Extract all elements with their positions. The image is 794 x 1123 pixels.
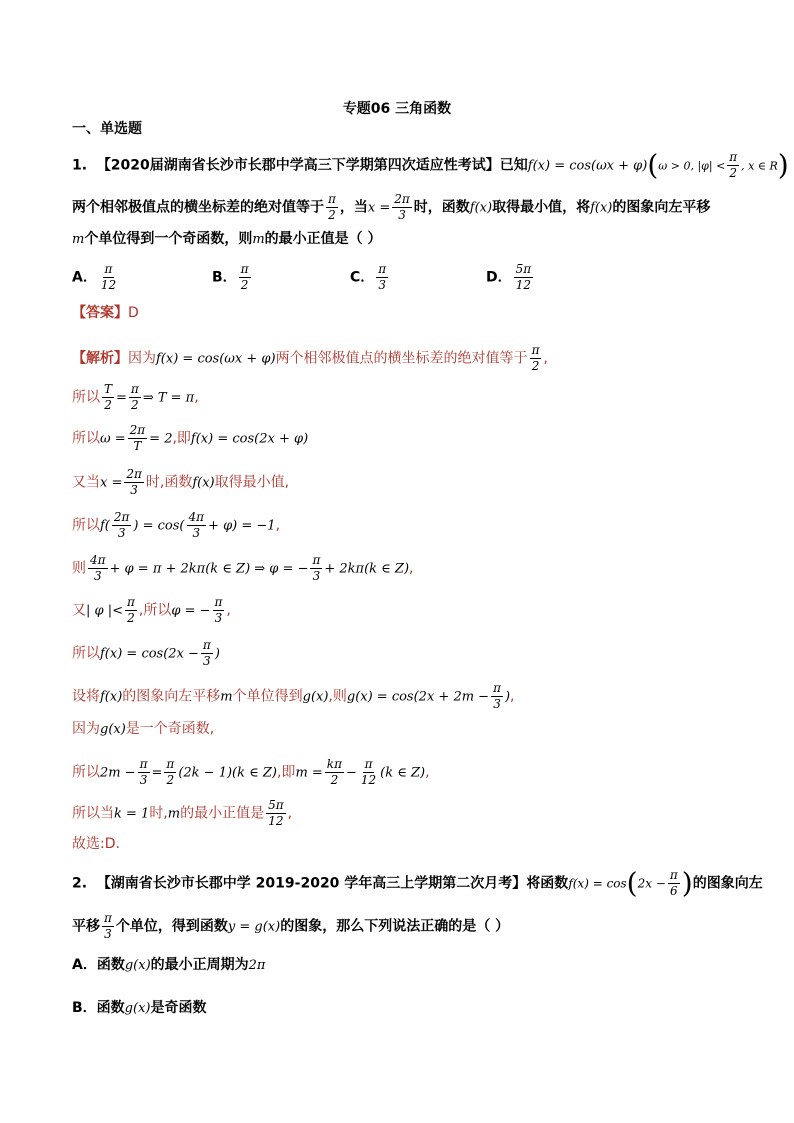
section-heading: 一、单选题 (72, 121, 142, 137)
q2-stem-line2: 平移 $\frac{\pi}{3}$ 个单位，得到函数y = g(x)的图象，那么下列说法正确的是（ ） (72, 911, 510, 941)
q1-analysis-line12: 所以当k = 1时,m的最小正值是 $\frac{5\pi}{12}$ , (72, 798, 293, 828)
q1-analysis-line11: 所以2m − $\frac{\pi}{3}$ = $\frac{\pi}{2}$ (2k − 1)(k ∈ Z),即m = $\frac{k\pi}{2}$ − $\frac{\pi}{12}$ (k ∈ Z), (72, 757, 430, 787)
q1-answer: 【答案】D (72, 305, 139, 321)
q1-option-c[interactable]: C． $\frac{\pi}{3}$ (350, 262, 387, 292)
q1-option-a[interactable]: A． $\frac{\pi}{12}$ (72, 262, 117, 292)
q1-analysis-line9: 设将f(x)的图象向左平移m个单位得到g(x),则g(x) = cos(2x + 2m − $\frac{\pi}{3}$ ), (72, 681, 515, 711)
q1-analysis-line8: 所以f(x) = cos(2x − $\frac{\pi}{3}$ ) (72, 638, 220, 668)
q2-option-b[interactable]: B．函数g(x)是奇函数 (72, 1000, 207, 1016)
q1-option-d[interactable]: D． $\frac{5\pi}{12}$ (486, 262, 532, 292)
q1-source: 【2020届湖南省长沙市长郡中学高三下学期第四次适应性考试】已知 (96, 157, 528, 174)
q1-analysis-line6: 则 $\frac{4\pi}{3}$ + φ = π + 2kπ(k ∈ Z) ⇒ φ = − $\frac{\pi}{3}$ + 2kπ(k ∈ Z), (72, 553, 414, 583)
q1-stem-line2: 两个相邻极值点的横坐标差的绝对值等于 $\frac{\pi}{2}$ ，当x = $\frac{2\pi}{3}$ 时，函数f(x)取得最小值，将f(x)的图象向左平移 (72, 192, 711, 222)
q1-option-b[interactable]: B． $\frac{\pi}{2}$ (212, 262, 249, 292)
q1-analysis-line5: 所以f( $\frac{2\pi}{3}$ ) = cos( $\frac{4\pi}{3}$ + φ) = −1, (72, 510, 281, 540)
q1-analysis-line10: 因为g(x)是一个奇函数, (72, 721, 215, 737)
page-title: 专题06 三角函数 (342, 101, 452, 117)
q1-analysis-line7: 又| φ |< $\frac{\pi}{2}$ ,所以φ = − $\frac{\pi}{3}$ , (72, 595, 231, 625)
q1-conclusion: 故选:D. (72, 836, 120, 852)
q1-stem-line1: 1. 【2020届湖南省长沙市长郡中学高三下学期第四次适应性考试】已知f(x) = cos(ωx + φ)(ω > 0, |φ| < $\frac{\pi}{2}$ , x ∈ R) (72, 148, 789, 182)
q2-source: 【湖南省长沙市长郡中学 2019-2020 学年高三上学期第二次月考】 (96, 875, 527, 892)
q1-stem-line3: m个单位得到一个奇函数，则m的最小正值是（ ） (72, 231, 382, 247)
q2-stem-line1: 2. 【湖南省长沙市长郡中学 2019-2020 学年高三上学期第二次月考】将函数f(x) = cos(2x − $\frac{\pi}{6}$ )的图象向左 (72, 866, 763, 900)
q1-analysis-line1: 【解析】因为f(x) = cos(ωx + φ)两个相邻极值点的横坐标差的绝对值等于 $\frac{\pi}{2}$ , (72, 343, 548, 373)
q1-analysis-line4: 又当x = $\frac{2\pi}{3}$ 时,函数f(x)取得最小值, (72, 467, 290, 497)
q1-analysis-line2: 所以 $\frac{T}{2}$ = $\frac{\pi}{2}$ ⇒ T = π, (72, 382, 199, 412)
q1-analysis-line3: 所以ω = $\frac{2\pi}{T}$ = 2,即f(x) = cos(2x + φ) (72, 423, 309, 453)
q2-option-a[interactable]: A．函数g(x)的最小正周期为2π (72, 957, 266, 973)
